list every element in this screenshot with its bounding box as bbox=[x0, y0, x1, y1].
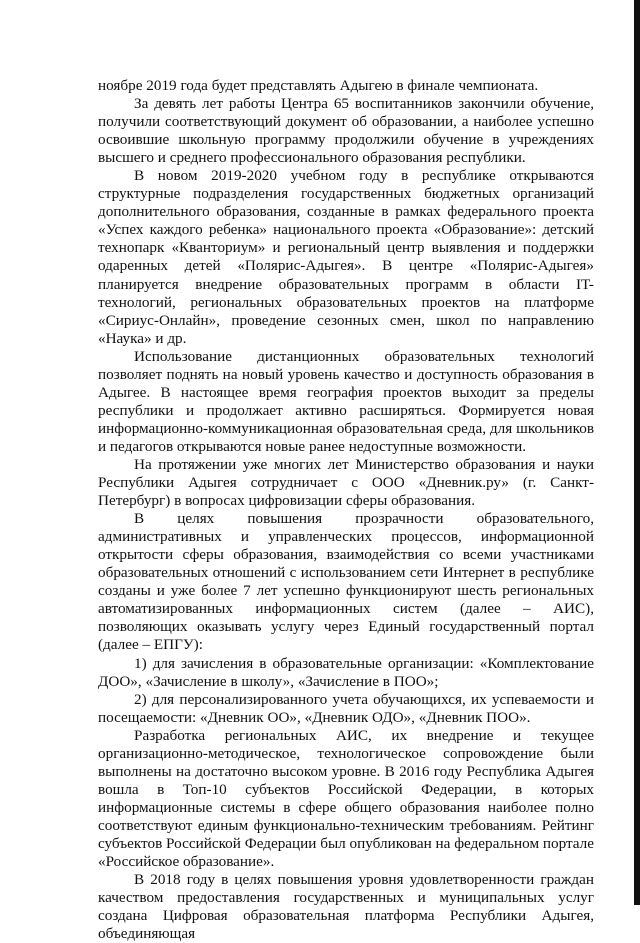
paragraph-continuation: ноябре 2019 года будет представлять Адыгею в финале чемпионата. bbox=[98, 77, 539, 94]
list-item-enrollment: 1) для зачисления в образовательные организации: «Комплектование ДОО», «Зачисление в школу», «Зачисление в ПОО»; bbox=[98, 654, 594, 690]
paragraph-distance-learning: Использование дистанционных образовательных технологий позволяет поднять на новый уровень качество и доступность образования в Адыгее. В настоящее время география проектов выходит за пределы республики и продолжает активно расширяться. Формируется новая информационно-коммуникационная образовательная среда, для школьников и педагогов открываются новые ранее недоступные возможности. bbox=[98, 347, 594, 455]
list-item-accounting: 2) для персонализированного учета обучающихся, их успеваемости и посещаемости: «Дневник ОО», «Дневник ОДО», «Дневник ПОО». bbox=[98, 690, 594, 726]
document-body bbox=[98, 77, 594, 943]
paragraph-ais-development: Разработка региональных АИС, их внедрение и текущее организационно-методическое, технологическое сопровождение были выполнены на достаточно высоком уровне. В 2016 году Республика Адыгея вошла в Топ-10 субъектов Российской Федерации, в которых информационные системы в сфере общего образования наиболее полно соответствуют единым функционально-техническим требованиям. Рейтинг субъектов Российской Федерации был опубликован на федеральном портале «Российское образование». bbox=[98, 726, 594, 871]
paragraph-center-graduates: За девять лет работы Центра 65 воспитанников закончили обучение, получили соответствующий документ об образовании, а наиболее успешно освоившие школьную программу продолжили обучение в учреждениях высшего и среднего профессионального образования республики. bbox=[98, 95, 594, 167]
scan-edge-shadow bbox=[634, 0, 640, 905]
paragraph-digital-platform: В 2018 году в целях повышения уровня удовлетворенности граждан качеством предоставления государственных и муниципальных услуг создана Цифровая образовательная платформа Республики Адыгея, объединяющая bbox=[98, 871, 594, 943]
paragraph-new-school-year: В новом 2019-2020 учебном году в республике открываются структурные подразделения государственных бюджетных организаций дополнительного образования, созданные в рамках федерального проекта «Успех каждого ребенка» национального проекта «Образование»: детский технопарк «Кванториум» и региональный центр выявления и поддержки одаренных детей «Полярис-Адыгея». В центре «Полярис-Адыгея» планируется внедрение образовательных программ в области IT-технологий, региональных образовательных проектов на платформе «Сириус-Онлайн», проведение сезонных смен, школ по направлению «Наука» и др. bbox=[98, 167, 594, 347]
paragraph-ais-systems: В целях повышения прозрачности образовательного, административных и управленческих процессов, информационной открытости сферы образования, взаимодействия со всеми участниками образовательных отношений с использованием сети Интернет в республике созданы и уже более 7 лет успешно функционируют шесть региональных автоматизированных информационных систем (далее – АИС), позволяющих оказывать услугу через Единый государственный портал (далее – ЕПГУ): bbox=[98, 510, 594, 654]
paragraph-dnevnik-cooperation: На протяжении уже многих лет Министерство образования и науки Республики Адыгея сотрудничает с ООО «Дневник.ру» (г. Санкт-Петербург) в вопросах цифровизации сферы образования. bbox=[98, 455, 594, 510]
